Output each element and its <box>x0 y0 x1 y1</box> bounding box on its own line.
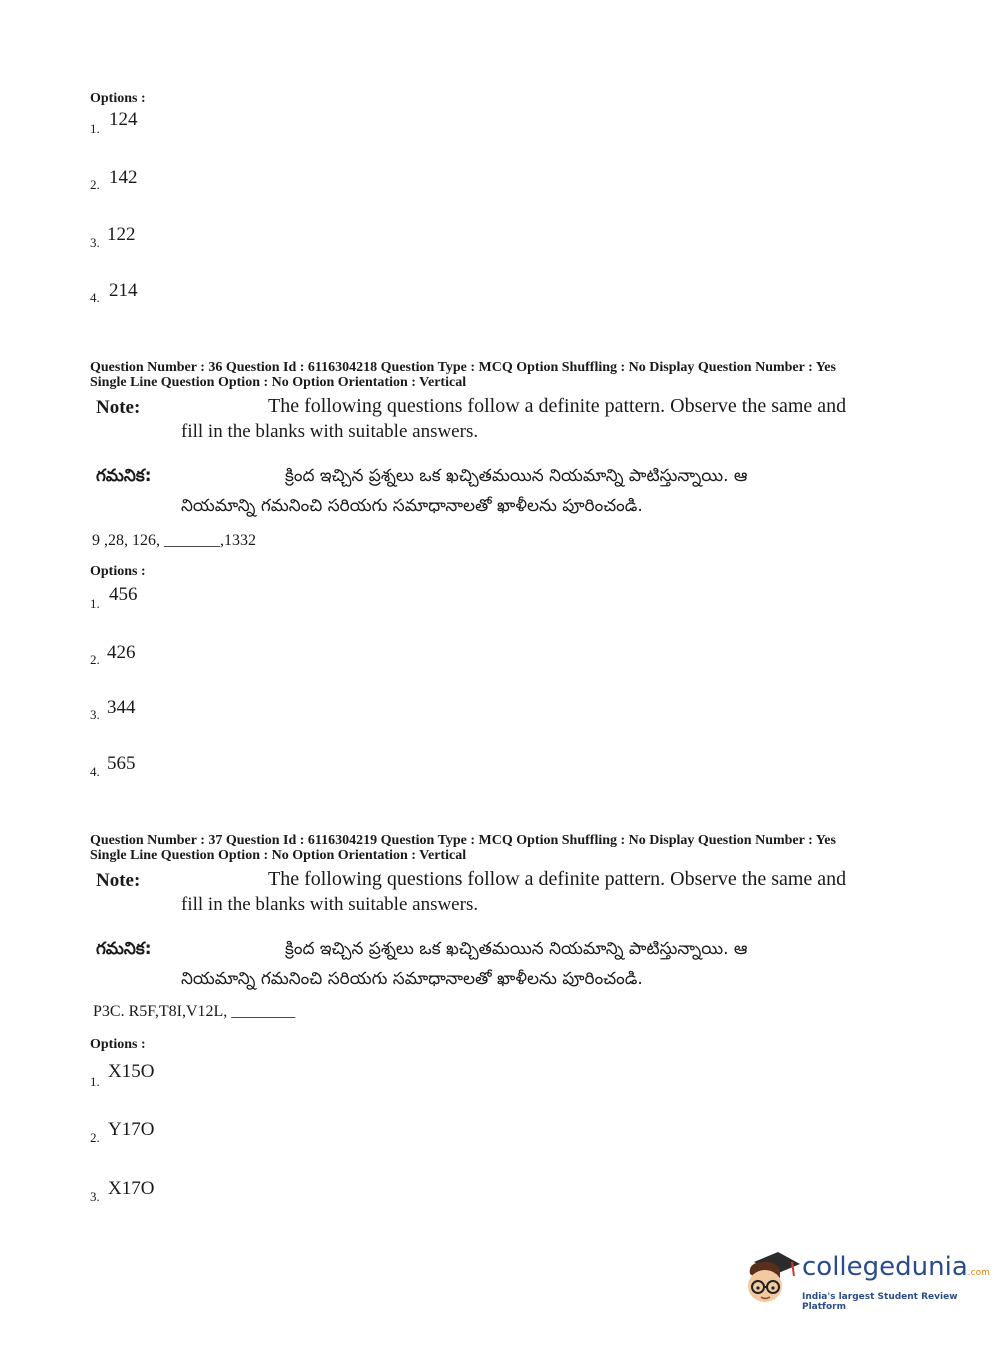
question-meta-line: Question Number : 36 Question Id : 6116304218 Question Type : MCQ Option Shuffling : No Display Question Number : Yes <box>90 360 836 375</box>
option-number: 4. <box>90 290 100 305</box>
logo-wordmark-text: collegedunia <box>802 1252 968 1282</box>
option-number: 3. <box>90 707 100 722</box>
note-text-line: fill in the blanks with suitable answers. <box>181 421 479 442</box>
options-label: Options : <box>90 1037 146 1052</box>
logo-dotcom: .com <box>967 1268 990 1278</box>
option-value: 565 <box>107 753 136 774</box>
option-number: 2. <box>90 652 100 667</box>
logo-wordmark <box>802 1252 990 1282</box>
telugu-note-label: గమనిక: <box>96 939 152 959</box>
options-label: Options : <box>90 91 146 106</box>
mascot-icon <box>740 1248 802 1310</box>
question-pattern: P3C. R5F,T8I,V12L, ________ <box>93 1003 296 1020</box>
option-value: X17O <box>108 1178 155 1199</box>
option-value: 344 <box>107 697 136 718</box>
options-label: Options : <box>90 564 146 579</box>
telugu-note-line: నియమాన్ని గమనించి సరియగు సమాధానాలతో ఖాళీలను పూరించండి. <box>181 969 643 989</box>
option-value: X15O <box>108 1061 155 1082</box>
option-value: 142 <box>109 167 138 188</box>
note-text-line: The following questions follow a definite pattern. Observe the same and <box>268 868 847 890</box>
option-number: 1. <box>90 121 100 136</box>
option-value: Y17O <box>108 1119 155 1140</box>
question-pattern: 9 ,28, 126, _______,1332 <box>92 532 256 549</box>
option-number: 2. <box>90 177 100 192</box>
option-value: 122 <box>107 224 136 245</box>
telugu-note-line: క్రింద ఇచ్చిన ప్రశ్నలు ఒక ఖచ్చితమయిన నియమాన్ని పాటిస్తున్నాయి. ఆ <box>285 939 748 959</box>
note-label: Note: <box>96 870 141 891</box>
option-value: 214 <box>109 280 138 301</box>
option-number: 1. <box>90 1074 100 1089</box>
telugu-note-line: నియమాన్ని గమనించి సరియగు సమాధానాలతో ఖాళీలను పూరించండి. <box>181 496 643 516</box>
note-text-line: The following questions follow a definite pattern. Observe the same and <box>268 395 847 417</box>
option-number: 1. <box>90 596 100 611</box>
option-number: 4. <box>90 764 100 779</box>
question-meta-line: Single Line Question Option : No Option Orientation : Vertical <box>90 848 467 863</box>
note-text-line: fill in the blanks with suitable answers. <box>181 894 479 915</box>
option-number: 3. <box>90 235 100 250</box>
question-meta-line: Question Number : 37 Question Id : 6116304219 Question Type : MCQ Option Shuffling : No Display Question Number : Yes <box>90 833 836 848</box>
option-value: 426 <box>107 642 136 663</box>
logo-tagline: India's largest Student Review Platform <box>802 1292 958 1312</box>
telugu-note-line: క్రింద ఇచ్చిన ప్రశ్నలు ఒక ఖచ్చితమయిన నియమాన్ని పాటిస్తున్నాయి. ఆ <box>285 466 748 486</box>
note-label: Note: <box>96 397 141 418</box>
question-meta-line: Single Line Question Option : No Option Orientation : Vertical <box>90 375 467 390</box>
option-number: 2. <box>90 1130 100 1145</box>
collegedunia-logo <box>740 1248 990 1312</box>
option-value: 124 <box>109 109 138 130</box>
option-number: 3. <box>90 1189 100 1204</box>
telugu-note-label: గమనిక: <box>96 466 152 486</box>
option-value: 456 <box>109 584 138 605</box>
